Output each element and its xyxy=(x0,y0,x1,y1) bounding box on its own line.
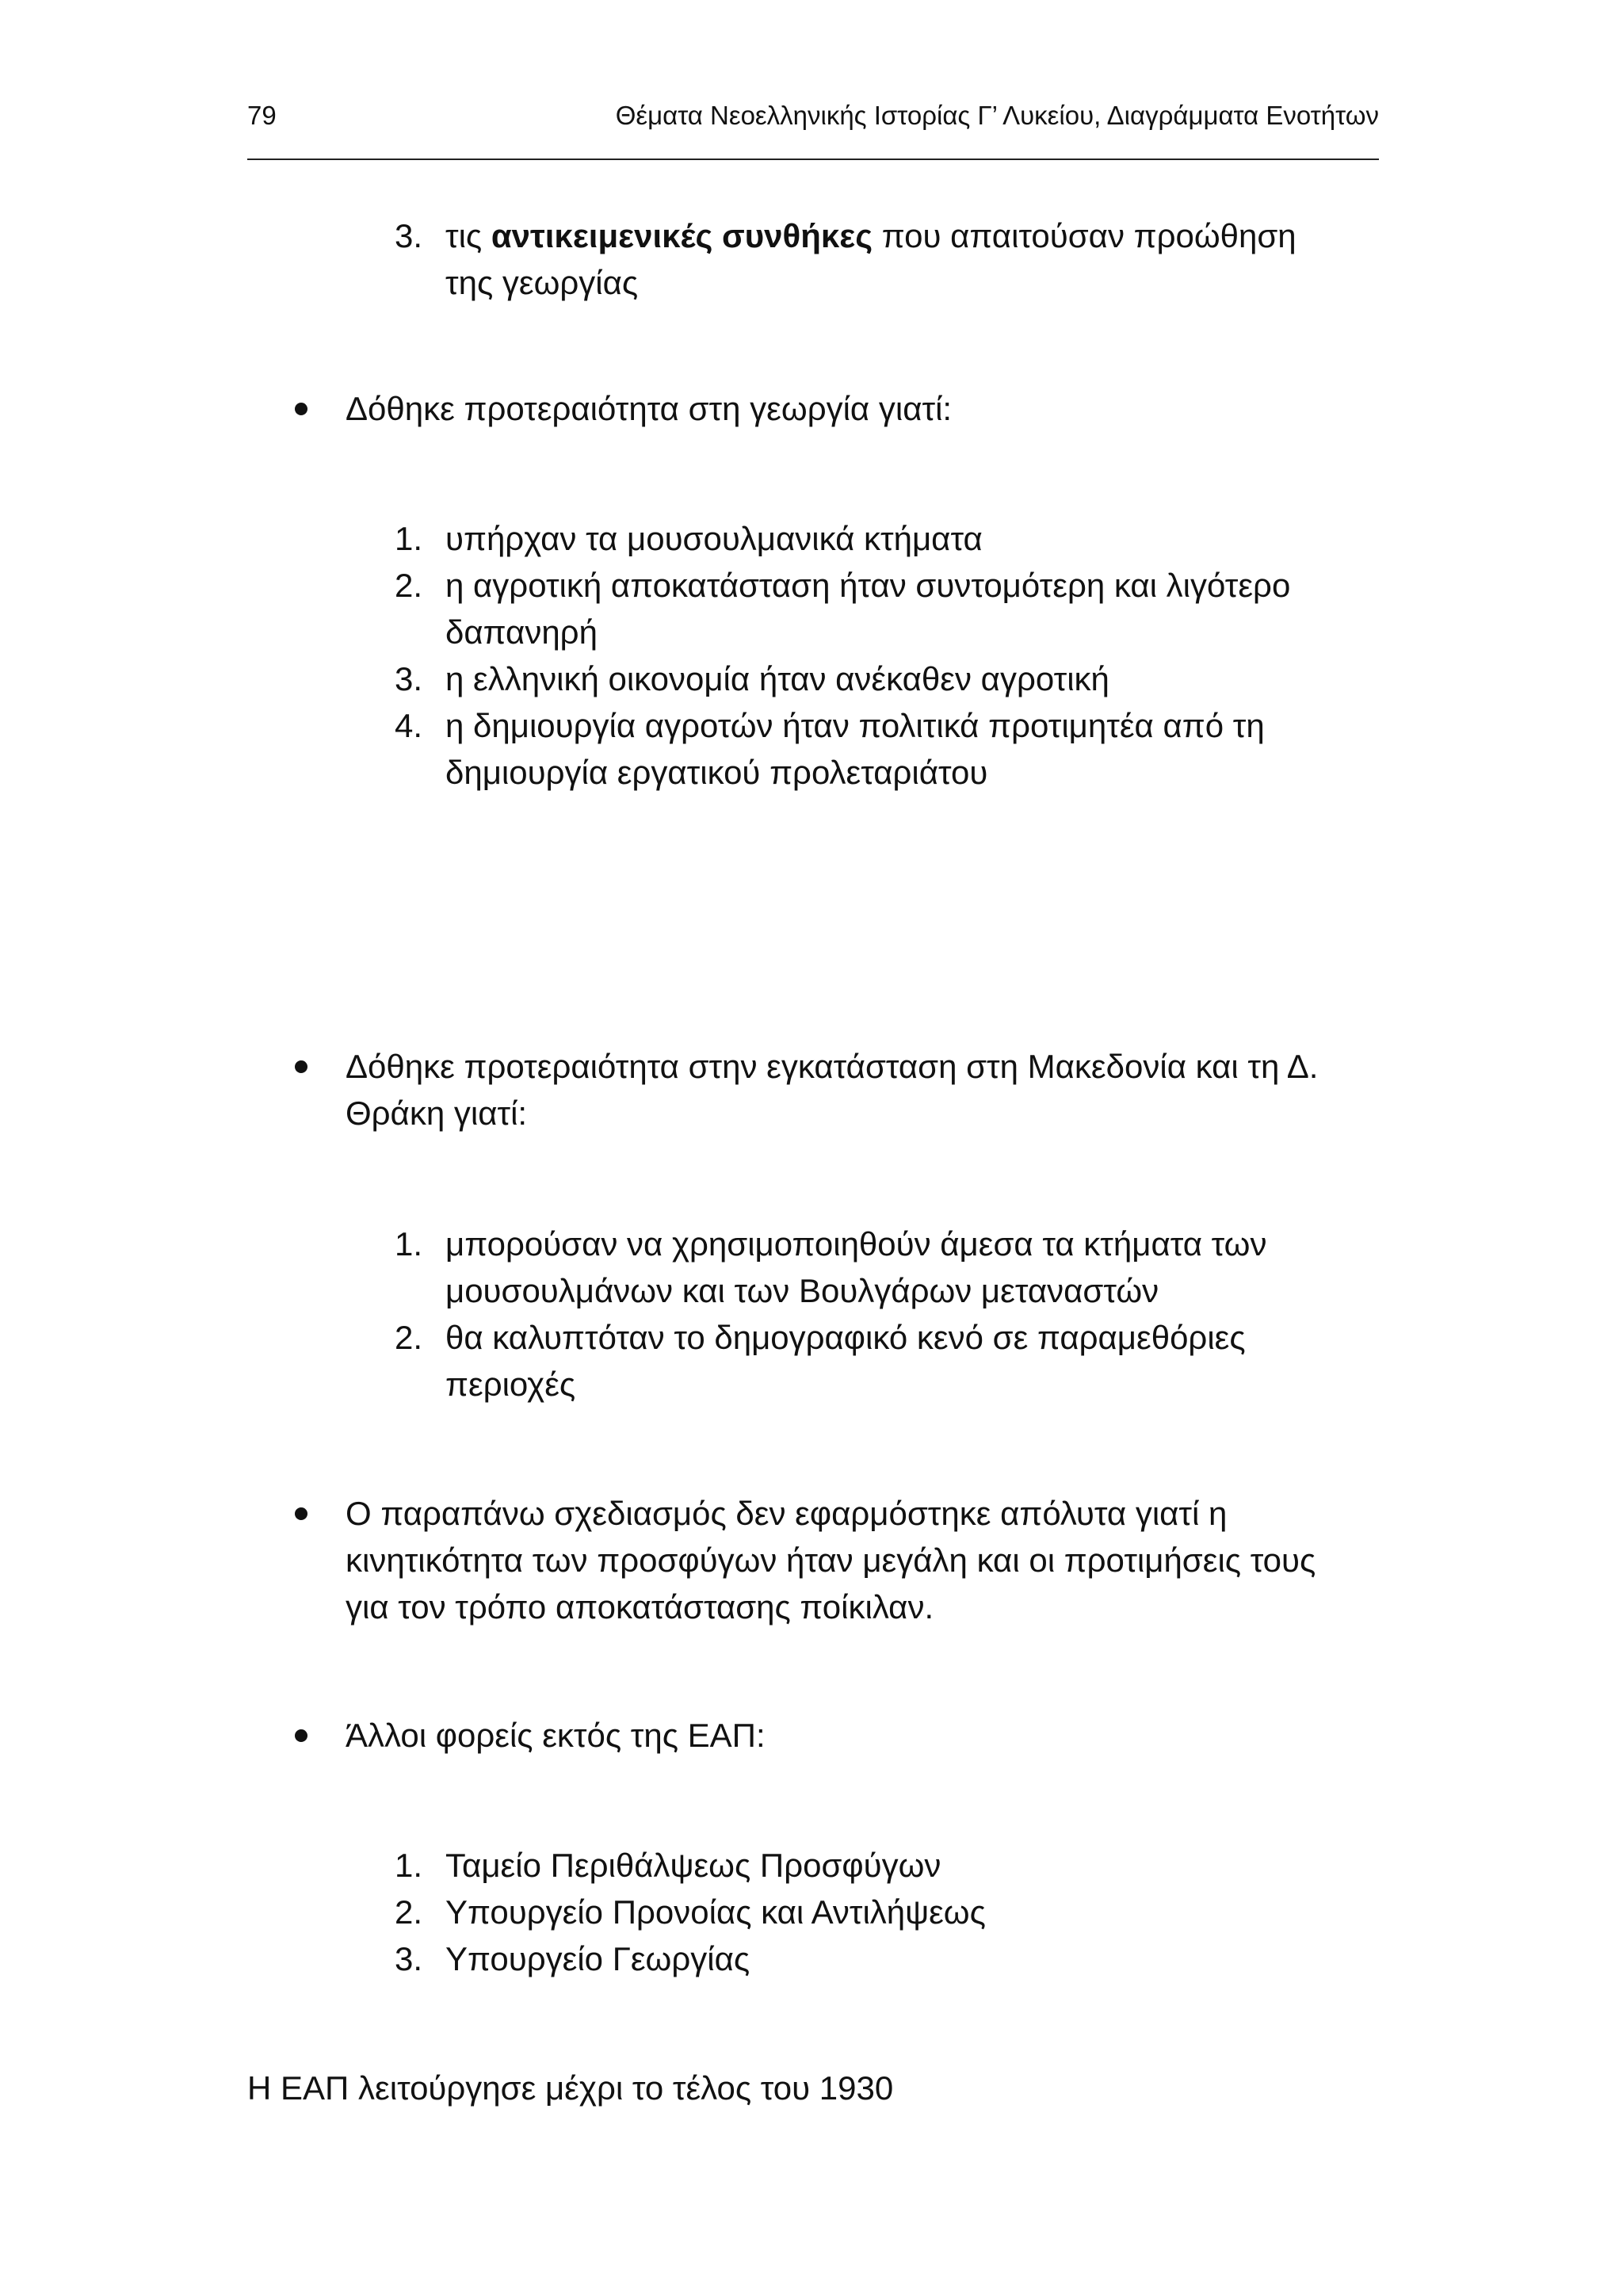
bullet-icon xyxy=(295,403,307,415)
list-item xyxy=(395,1935,1385,1982)
list-item xyxy=(395,702,1346,796)
list-item-number: 3. xyxy=(395,660,423,697)
list-item-number: 1. xyxy=(395,1847,423,1884)
bullet-icon xyxy=(295,1507,307,1520)
page-header xyxy=(247,94,1379,138)
bullet-item xyxy=(295,1490,1349,1630)
list-item-text: μπορούσαν να χρησιμοποιηθούν άμεσα τα κτήματα των μουσουλμάνων και των Βουλγάρων μεταναστών xyxy=(445,1225,1267,1309)
bullet-text: Δόθηκε προτεραιότητα στην εγκατάσταση στη Μακεδονία και τη Δ. Θράκη γιατί: xyxy=(346,1048,1319,1132)
bullet-item xyxy=(295,1712,1388,1759)
emphasis-text: αντικειμενικές συνθήκες xyxy=(491,217,873,254)
bullet-icon xyxy=(295,1729,307,1742)
list-item xyxy=(395,1314,1346,1408)
bullet-icon xyxy=(295,1060,307,1073)
list-item-text: θα καλυπτόταν το δημογραφικό κενό σε παραμεθόριες περιοχές xyxy=(445,1319,1246,1403)
list-item xyxy=(395,212,1346,306)
list-item-text: η ελληνική οικονομία ήταν ανέκαθεν αγροτική xyxy=(445,660,1109,697)
list-item xyxy=(395,1221,1346,1314)
running-title: Θέματα Νεοελληνικής Ιστορίας Γ’ Λυκείου, Διαγράμματα Ενοτήτων xyxy=(615,101,1379,130)
list-item-number: 2. xyxy=(395,1893,423,1931)
list-item-text: υπήρχαν τα μουσουλμανικά κτήματα xyxy=(445,520,983,557)
list-item-number: 3. xyxy=(395,1940,423,1977)
bullet-text: Άλλοι φορείς εκτός της ΕΑΠ: xyxy=(346,1717,766,1754)
list-item xyxy=(395,1889,1385,1935)
header-divider xyxy=(247,159,1379,160)
list-item-number: 1. xyxy=(395,520,423,557)
list-item-number: 1. xyxy=(395,1225,423,1263)
page-number: 79 xyxy=(247,101,277,130)
list-item xyxy=(395,562,1385,655)
list-item xyxy=(395,1842,1385,1889)
closing-paragraph: Η ΕΑΠ λειτούργησε μέχρι το τέλος του 1930 xyxy=(247,2069,894,2107)
list-item-text: η αγροτική αποκατάσταση ήταν συντομότερη και λιγότερο δαπανηρή xyxy=(445,567,1291,651)
list-item-number: 2. xyxy=(395,1319,423,1356)
list-item-text: Ταμείο Περιθάλψεως Προσφύγων xyxy=(445,1847,941,1884)
list-item-text: τις αντικειμενικές συνθήκες που απαιτούσαν προώθηση της γεωργίας xyxy=(445,217,1296,301)
list-item-text: Υπουργείο Γεωργίας xyxy=(445,1940,750,1977)
bullet-text: Ο παραπάνω σχεδιασμός δεν εφαρμόστηκε απόλυτα γιατί η κινητικότητα των προσφύγων ήταν μεγάλη και οι προτιμήσεις τους για τον τρόπο αποκατάστασης ποίκιλαν. xyxy=(346,1495,1316,1626)
list-item-text: η δημιουργία αγροτών ήταν πολιτικά προτιμητέα από τη δημιουργία εργατικού προλεταριάτου xyxy=(445,707,1265,791)
list-item-number: 3. xyxy=(395,217,423,254)
bullet-item xyxy=(295,385,1388,432)
list-item-number: 4. xyxy=(395,707,423,744)
bullet-text: Δόθηκε προτεραιότητα στη γεωργία γιατί: xyxy=(346,390,953,427)
list-item-text: Υπουργείο Προνοίας και Αντιλήψεως xyxy=(445,1893,986,1931)
list-item xyxy=(395,655,1385,702)
list-item-number: 2. xyxy=(395,567,423,604)
list-item xyxy=(395,515,1385,562)
bullet-item xyxy=(295,1043,1388,1137)
